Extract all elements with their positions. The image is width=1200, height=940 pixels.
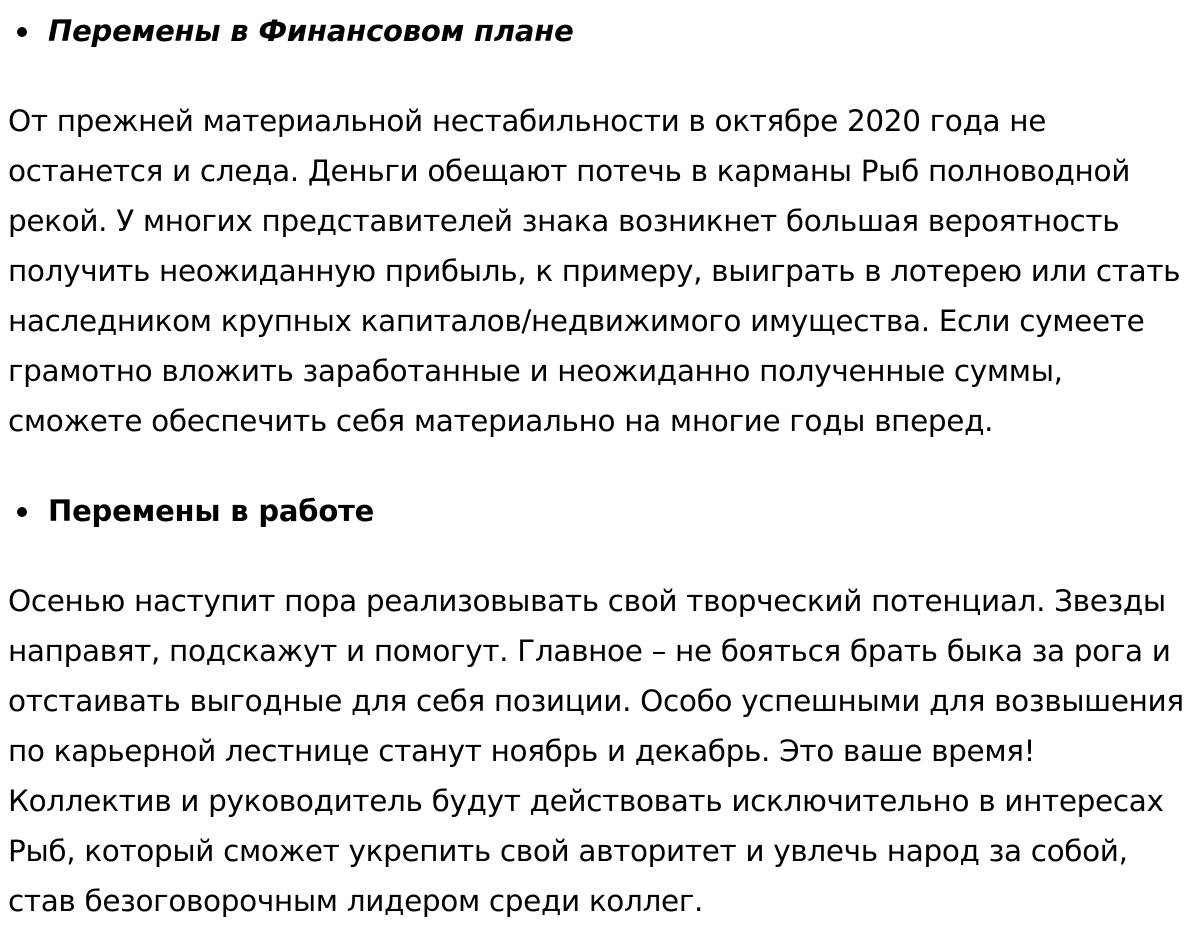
bullet-icon	[17, 27, 27, 37]
section-heading-finance	[8, 6, 1186, 56]
paragraph-finance: От прежней материальной нестабильности в октябре 2020 года не останется и следа. Деньги обещают потечь в карманы Рыб полноводной рекой. У многих представителей знака возникнет большая вероятность получить неожиданную прибыль, к примеру, выиграть в лотерею или стать наследником крупных капиталов/недвижимого имущества. Если сумеете грамотно вложить заработанные и неожиданно полученные суммы, сможете обеспечить себя материально на многие годы вперед.	[8, 104, 1181, 438]
section-heading-text: Перемены в работе	[48, 494, 375, 528]
section-heading-work	[8, 486, 1186, 536]
bullet-icon	[17, 507, 27, 517]
paragraph-work: Осенью наступит пора реализовывать свой творческий потенциал. Звезды направят, подскажут и помогут. Главное – не бояться брать быка за рога и отстаивать выгодные для себя позиции. Особо успешными для возвышения по карьерной лестнице станут ноябрь и декабрь. Это ваше время! Коллектив и руководитель будут действовать исключительно в интересах Рыб, который сможет укрепить свой авторитет и увлечь народ за собой, став безоговорочным лидером среди коллег.	[8, 584, 1184, 918]
section-heading-text: Перемены в Финансовом плане	[48, 14, 574, 48]
